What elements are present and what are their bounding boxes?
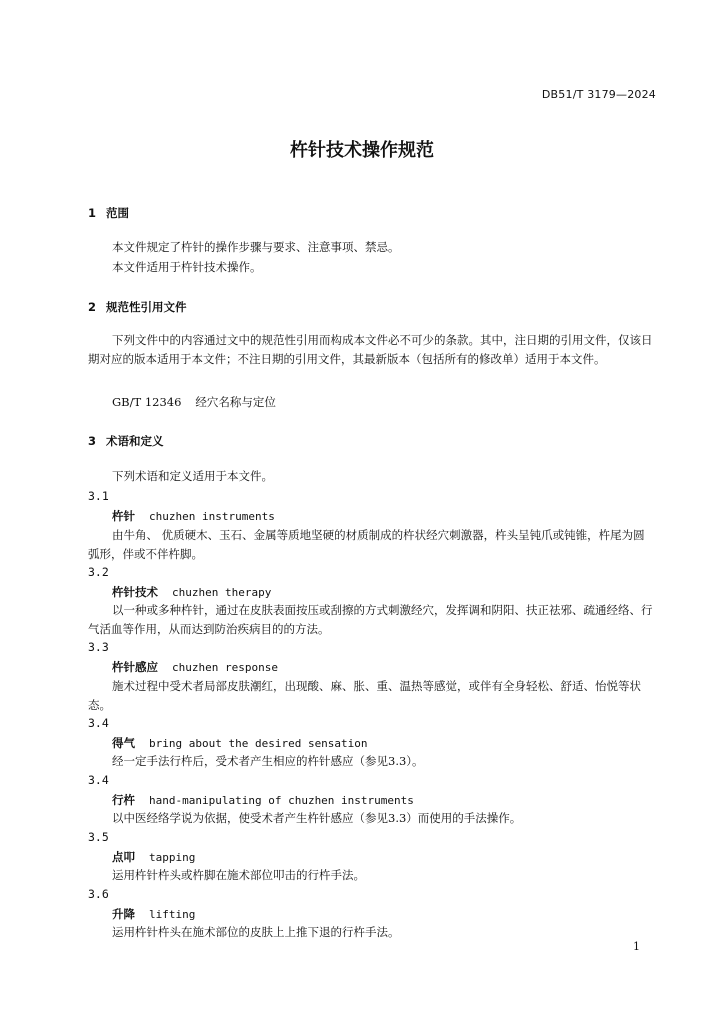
term-definition: 经一定手法行杵后，受术者产生相应的杵针感应（参见3.3）。 xyxy=(112,754,424,768)
normative-reference xyxy=(112,394,276,410)
term-definition: 运用杵针杵头或杵脚在施术部位叩击的行杵手法。 xyxy=(112,868,365,882)
term-title: 得气 bring about the desired sensation xyxy=(112,736,368,750)
term-title: 杵针技术 chuzhen therapy xyxy=(112,585,272,599)
page-number: 1 xyxy=(633,940,640,953)
reference-title: 经穴名称与定位 xyxy=(195,395,276,409)
term-number: 3.3 xyxy=(88,640,109,654)
term-number: 3.6 xyxy=(88,887,109,901)
term-number: 3.4 xyxy=(88,773,109,787)
section-1-heading: 1 范围 xyxy=(88,206,129,220)
section-3-heading: 3 术语和定义 xyxy=(88,434,164,448)
term-number: 3.1 xyxy=(88,489,109,503)
term-title: 升降 lifting xyxy=(112,907,196,921)
reference-code: GB/T 12346 xyxy=(112,395,182,409)
section-2-heading: 2 规范性引用文件 xyxy=(88,300,187,314)
term-number: 3.2 xyxy=(88,565,109,579)
term-title: 点叩 tapping xyxy=(112,850,196,864)
section-2-paragraph: 下列文件中的内容通过文中的规范性引用而构成本文件必不可少的条款。其中，注日期的引用文件，仅该日期对应的版本适用于本文件；不注日期的引用文件，其最新版本（包括所有的修改单）适用于本文件。 xyxy=(88,333,653,366)
term-definition: 以中医经络学说为依据，使受术者产生杵针感应（参见3.3）而使用的手法操作。 xyxy=(112,811,522,825)
term-definition: 施术过程中受术者局部皮肤潮红，出现酸、麻、胀、重、温热等感觉，或伴有全身轻松、舒适、怡悦等状态。 xyxy=(88,679,641,712)
term-title: 杵针 chuzhen instruments xyxy=(112,509,275,523)
term-title: 行杵 hand-manipulating of chuzhen instruments xyxy=(112,793,414,807)
term-definition: 由牛角、 优质硬木、玉石、金属等质地坚硬的材质制成的杵状经穴刺激器，杵头呈钝爪或钝锥，杵尾为圆弧形，伴或不伴杵脚。 xyxy=(88,528,645,561)
section-1-paragraph-1: 本文件规定了杵针的操作步骤与要求、注意事项、禁忌。 xyxy=(112,240,400,254)
term-number: 3.4 xyxy=(88,716,109,730)
section-1-paragraph-2: 本文件适用于杵针技术操作。 xyxy=(112,260,262,274)
section-3-intro: 下列术语和定义适用于本文件。 xyxy=(112,469,273,483)
term-title: 杵针感应 chuzhen response xyxy=(112,660,278,674)
term-definition: 运用杵针杵头在施术部位的皮肤上上推下退的行杵手法。 xyxy=(112,925,400,939)
term-definition: 以一种或多种杵针，通过在皮肤表面按压或刮擦的方式刺激经穴，发挥调和阴阳、扶正祛邪、疏通经络、行气活血等作用，从而达到防治疾病目的的方法。 xyxy=(88,603,653,636)
term-number: 3.5 xyxy=(88,830,109,844)
document-title: 杵针技术操作规范 xyxy=(290,140,434,161)
standard-code: DB51/T 3179—2024 xyxy=(541,88,656,101)
